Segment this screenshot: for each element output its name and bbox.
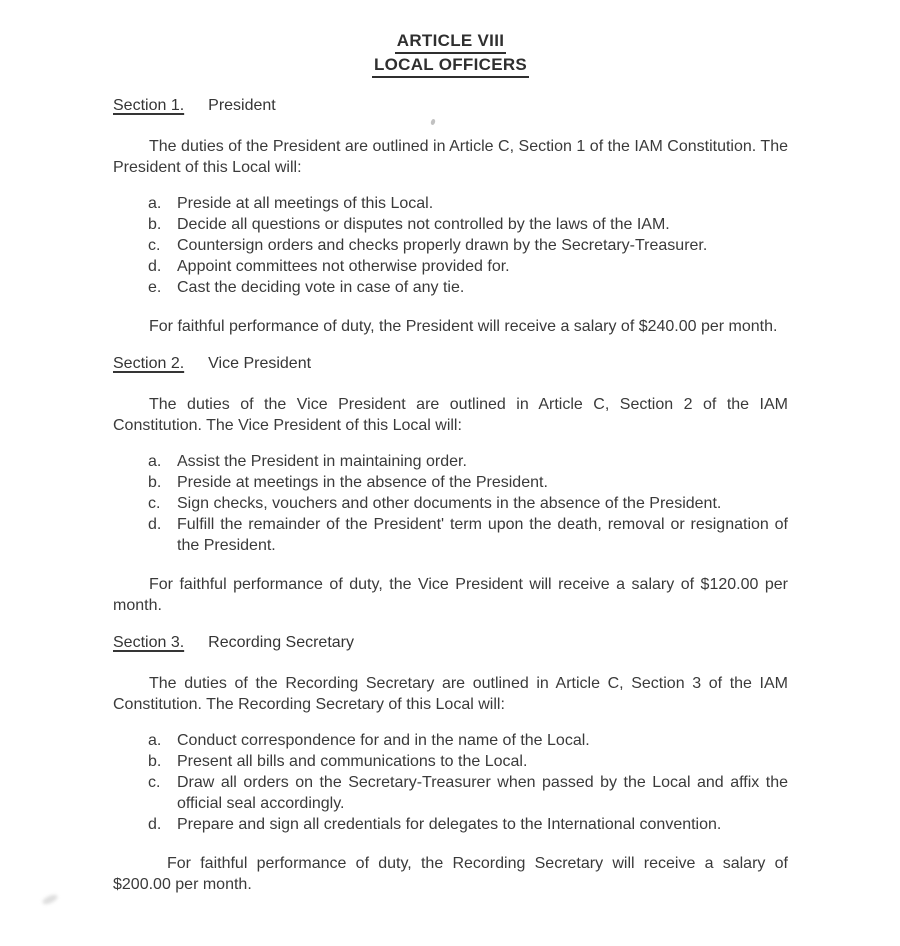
section-heading [113, 353, 788, 374]
list-item-text: Preside at meetings in the absence of the President. [177, 474, 548, 491]
list-item-marker: c. [148, 495, 161, 512]
list-item-text: Countersign orders and checks properly drawn by the Secretary-Treasurer. [177, 237, 708, 254]
list-item [113, 277, 788, 298]
list-item-marker: d. [148, 816, 162, 833]
list-item [113, 493, 788, 514]
section-label: Section 1. [113, 97, 185, 114]
section-recording-secretary [113, 632, 788, 895]
list-item-text: Fulfill the remainder of the President' term upon the death, removal or resignation of the President. [177, 516, 788, 554]
list-item [113, 730, 788, 751]
section-intro-paragraph: The duties of the Recording Secretary are outlined in Article C, Section 3 of the IAM Constitution. The Recording Secretary of this Local will: [113, 675, 788, 713]
document-title [113, 30, 788, 78]
section-title: President [208, 97, 276, 114]
list-item-marker: b. [148, 474, 162, 491]
list-item-text: Draw all orders on the Secretary-Treasurer when passed by the Local and affix the official seal accordingly. [177, 774, 788, 812]
section-heading [113, 632, 788, 653]
list-item [113, 451, 788, 472]
article-heading: ARTICLE VIII [395, 30, 507, 54]
list-item-marker: b. [148, 216, 162, 233]
section-president [113, 95, 788, 337]
section-intro-paragraph: The duties of the Vice President are outlined in Article C, Section 2 of the IAM Constitution. The Vice President of this Local will: [113, 396, 788, 434]
list-item-marker: d. [148, 516, 162, 533]
duty-list [113, 193, 788, 298]
section-title: Vice President [208, 355, 312, 372]
list-item [113, 214, 788, 235]
list-item-marker: d. [148, 258, 162, 275]
list-item-marker: a. [148, 195, 162, 212]
list-item-marker: c. [148, 774, 161, 791]
list-item [113, 235, 788, 256]
subtitle-heading-line [113, 54, 788, 78]
list-item-marker: c. [148, 237, 161, 254]
list-item [113, 256, 788, 277]
list-item-text: Decide all questions or disputes not controlled by the laws of the IAM. [177, 216, 670, 233]
duty-list [113, 451, 788, 556]
list-item-marker: b. [148, 753, 162, 770]
article-heading-line [113, 30, 788, 54]
list-item [113, 514, 788, 556]
list-item [113, 472, 788, 493]
section-vice-president [113, 353, 788, 616]
section-intro-paragraph: The duties of the President are outlined in Article C, Section 1 of the IAM Constitution. The President of this Local will: [113, 138, 788, 176]
list-item-text: Sign checks, vouchers and other documents in the absence of the President. [177, 495, 722, 512]
list-item-text: Prepare and sign all credentials for delegates to the International convention. [177, 816, 722, 833]
list-item-text: Present all bills and communications to the Local. [177, 753, 528, 770]
list-item [113, 814, 788, 835]
list-item [113, 772, 788, 814]
section-label: Section 3. [113, 634, 185, 651]
list-item [113, 193, 788, 214]
salary-paragraph: For faithful performance of duty, the Recording Secretary will receive a salary of $200.00 per month. [113, 855, 788, 893]
list-item [113, 751, 788, 772]
list-item-text: Assist the President in maintaining order. [177, 453, 467, 470]
list-item-text: Appoint committees not otherwise provided for. [177, 258, 510, 275]
scan-artifact [41, 893, 58, 906]
list-item-text: Conduct correspondence for and in the name of the Local. [177, 732, 590, 749]
list-item-marker: a. [148, 453, 162, 470]
section-label: Section 2. [113, 355, 185, 372]
section-title: Recording Secretary [208, 634, 354, 651]
section-heading [113, 95, 788, 116]
duty-list [113, 730, 788, 835]
list-item-marker: a. [148, 732, 162, 749]
list-item-text: Preside at all meetings of this Local. [177, 195, 434, 212]
list-item-text: Cast the deciding vote in case of any tie. [177, 279, 465, 296]
local-officers-heading: LOCAL OFFICERS [372, 54, 529, 78]
salary-paragraph: For faithful performance of duty, the Vice President will receive a salary of $120.00 per month. [113, 576, 788, 614]
list-item-marker: e. [148, 279, 162, 296]
salary-paragraph: For faithful performance of duty, the President will receive a salary of $240.00 per month. [149, 318, 778, 335]
